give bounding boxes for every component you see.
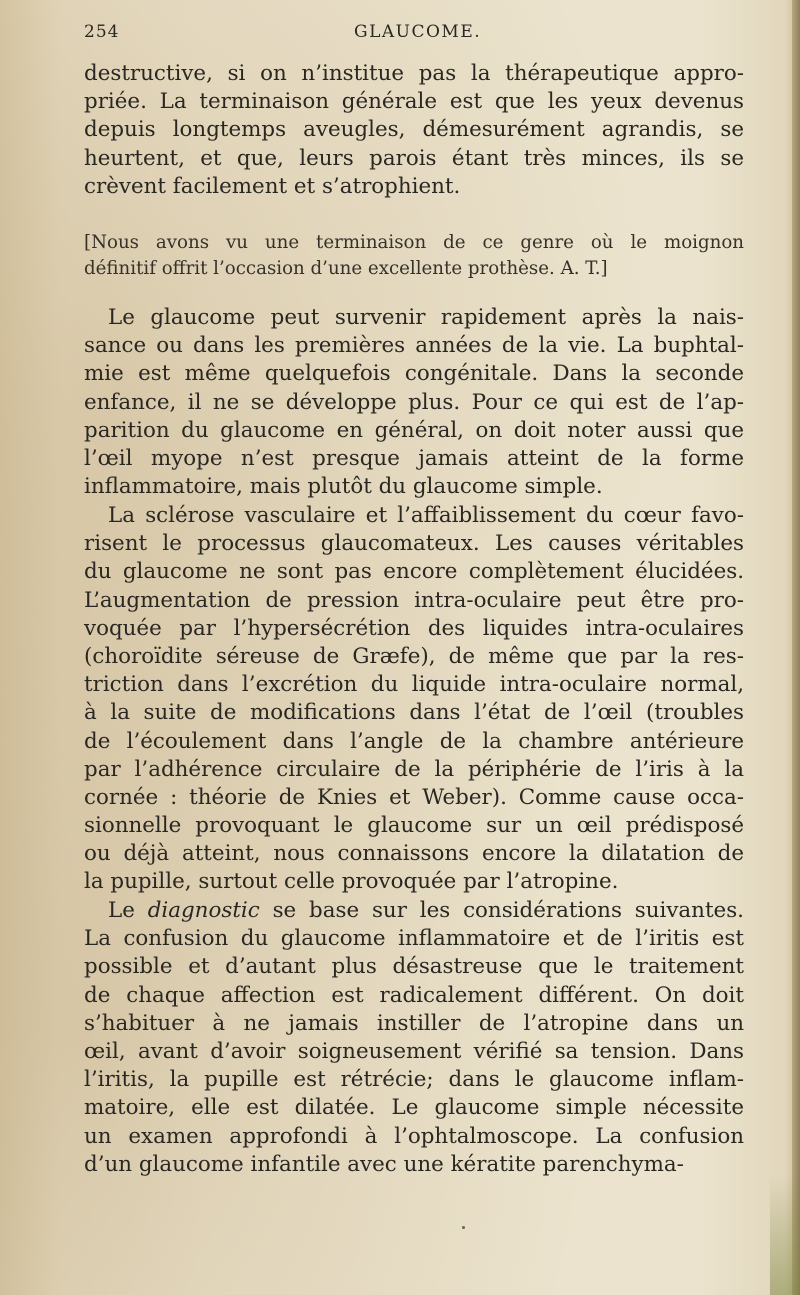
note-line: définitif offrit l’occasion d’une excellente prothèse. A. T.] [84,258,608,279]
paragraph-3 [84,502,744,897]
paragraph-2 [84,304,744,501]
text-line: par l’adhérence circulaire de la périphérie de l’iris à la [84,756,744,782]
text-line: inflammatoire, mais plutôt du glaucome simple. [84,474,603,500]
text-line: de l’écoulement dans l’angle de la chambre antérieure [84,728,744,754]
line-rest: se base sur les considérations suivantes. [259,898,744,923]
text-line [84,897,744,925]
text-line: Le glaucome peut survenir rapidement après la nais- [108,305,744,330]
text-line: un examen approfondi à l’ophtalmoscope. La confusion [84,1123,744,1149]
text-line: depuis longtemps aveugles, démesurément agrandis, se [84,117,744,143]
text-line: destructive, si on n’institue pas la thérapeutique appro- [84,61,744,86]
page-stain [770,1175,800,1295]
text-line: l’œil myope n’est presque jamais atteint de la forme [84,445,744,471]
page-header [84,22,744,48]
text-line: crèvent facilement et s’atrophient. [84,173,461,199]
text-line: du glaucome ne sont pas encore complètement élucidées. [84,559,744,585]
text-line: La confusion du glaucome inflammatoire et de l’iritis est [84,926,744,952]
text-line: priée. La terminaison générale est que les yeux devenus [84,89,744,115]
lead-word: Le [108,898,148,923]
text-line: enfance, il ne se développe plus. Pour ce qui est de l’ap- [84,389,744,415]
running-title: GLAUCOME. [354,22,482,42]
text-line: (choroïdite séreuse de Græfe), de même que par la res- [84,643,744,669]
page-number: 254 [84,22,120,42]
text-line: sance ou dans les premières années de la vie. La buphtal- [84,333,744,359]
text-line: heurtent, et que, leurs parois étant très minces, ils se [84,145,744,171]
text-line: L’augmentation de pression intra-oculaire peut être pro- [84,587,744,613]
text-line: cornée : théorie de Knies et Weber). Comme cause occa- [84,784,744,810]
text-line: ou déjà atteint, nous connaissons encore la dilatation de [84,841,744,867]
text-line: La sclérose vasculaire et l’affaiblissement du cœur favo- [108,503,744,528]
text-line: la pupille, surtout celle provoquée par l’atropine. [84,869,619,895]
text-line: de chaque affection est radicalement différent. On doit [84,982,744,1008]
ink-speck [462,1226,465,1229]
paragraph-4 [84,897,744,1179]
text-line: voquée par l’hypersécrétion des liquides intra-oculaires [84,615,744,641]
text-line: sionnelle provoquant le glaucome sur un œil prédisposé [84,813,744,839]
text-line: parition du glaucome en général, on doit noter aussi que [84,417,744,443]
italic-term: diagnostic [147,898,260,923]
translator-note [84,230,744,282]
text-line: d’un glaucome infantile avec une kératite parenchyma- [84,1151,684,1177]
text-line: mie est même quelquefois congénitale. Dans la seconde [84,361,744,387]
text-line: l’iritis, la pupille est rétrécie; dans le glaucome inflam- [84,1067,744,1093]
note-line: [Nous avons vu une terminaison de ce genre où le moignon [84,232,744,253]
text-line: s’habituer à ne jamais instiller de l’atropine dans un [84,1010,744,1036]
text-line: œil, avant d’avoir soigneusement vérifié sa tension. Dans [84,1038,744,1064]
text-line: possible et d’autant plus désastreuse que le traitement [84,954,744,980]
page-edge [792,0,800,1295]
text-line: à la suite de modifications dans l’état de l’œil (troubles [84,700,744,726]
text-line: risent le processus glaucomateux. Les causes véritables [84,531,744,557]
text-line: matoire, elle est dilatée. Le glaucome simple nécessite [84,1095,744,1121]
text-line: triction dans l’excrétion du liquide intra-oculaire normal, [84,672,744,698]
paragraph-1 [84,60,744,201]
